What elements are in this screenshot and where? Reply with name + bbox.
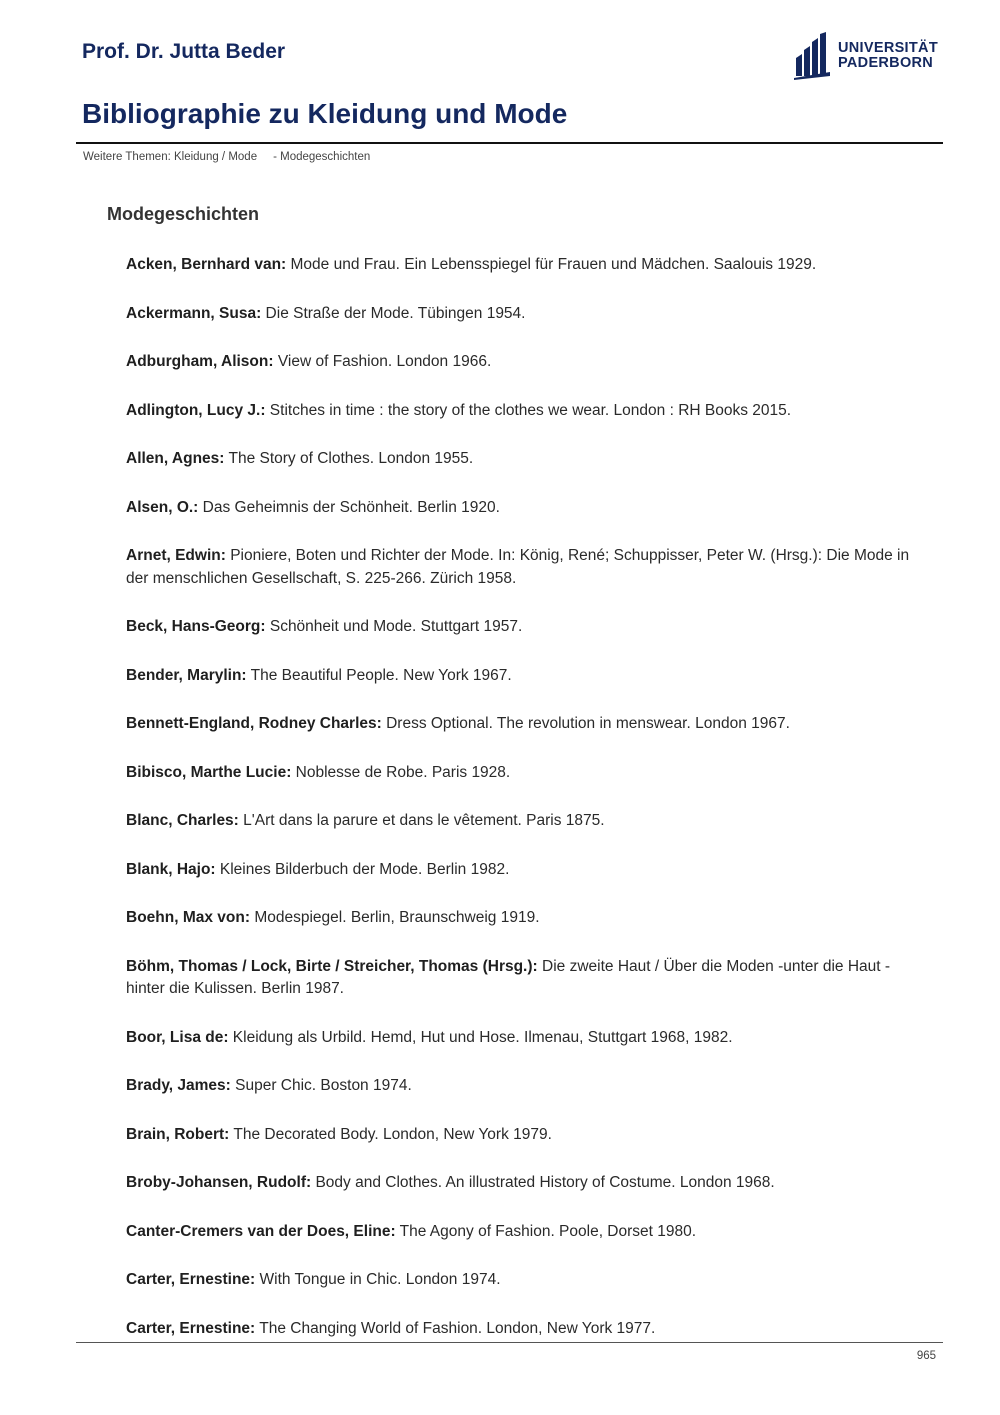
bibliography-entry xyxy=(126,1269,916,1292)
entry-text: The Story of Clothes. London 1955. xyxy=(224,450,474,467)
entry-text: Mode und Frau. Ein Lebensspiegel für Frauen und Mädchen. Saalouis 1929. xyxy=(286,256,817,273)
entry-author: Bibisco, Marthe Lucie: xyxy=(126,763,292,781)
entry-author: Brain, Robert: xyxy=(126,1125,230,1143)
bibliography-entry xyxy=(126,1172,916,1195)
breadcrumb xyxy=(83,151,370,163)
bibliography-entry xyxy=(126,859,916,882)
entry-author: Beck, Hans-Georg: xyxy=(126,618,266,635)
entry-author: Bennett-England, Rodney Charles: xyxy=(126,715,382,732)
entry-text: With Tongue in Chic. London 1974. xyxy=(255,1271,501,1288)
bibliography-entry xyxy=(126,303,916,326)
page-number: 965 xyxy=(916,1350,936,1362)
university-logo xyxy=(794,32,938,80)
bibliography-entry xyxy=(126,616,916,639)
entry-author: Adlington, Lucy J.: xyxy=(126,401,266,419)
bibliography-entry xyxy=(126,1075,916,1098)
entry-text: View of Fashion. London 1966. xyxy=(273,353,492,370)
bibliography-entry xyxy=(126,1124,916,1147)
entry-text: Die zweite Haut / Über die Moden -unter die Haut - hinter die Kulissen. Berlin 1987. xyxy=(126,957,891,997)
entry-text: Kleines Bilderbuch der Mode. Berlin 1982. xyxy=(215,860,510,878)
entry-text: The Beautiful People. New York 1967. xyxy=(246,666,512,684)
bibliography-entry xyxy=(126,448,916,471)
bibliography-entry xyxy=(126,545,916,590)
entry-text: The Changing World of Fashion. London, New York 1977. xyxy=(255,1319,656,1337)
bibliography-entry xyxy=(126,1221,916,1244)
section-heading: Modegeschichten xyxy=(107,204,260,224)
entry-author: Adburgham, Alison: xyxy=(126,353,274,370)
bibliography-entry xyxy=(126,254,916,277)
university-logo-icon xyxy=(794,32,832,80)
entry-text: The Decorated Body. London, New York 1979. xyxy=(229,1125,552,1143)
entry-author: Boor, Lisa de: xyxy=(126,1028,229,1046)
entry-author: Blanc, Charles: xyxy=(126,812,239,829)
entry-text: Body and Clothes. An illustrated History of Costume. London 1968. xyxy=(311,1174,775,1191)
entry-text: Modespiegel. Berlin, Braunschweig 1919. xyxy=(250,909,540,926)
entry-text: Die Straße der Mode. Tübingen 1954. xyxy=(261,304,526,322)
bibliography-entry xyxy=(126,665,916,688)
entry-author: Allen, Agnes: xyxy=(126,450,225,467)
entry-author: Boehn, Max von: xyxy=(126,909,251,926)
bibliography-entry xyxy=(126,1027,916,1050)
entry-author: Brady, James: xyxy=(126,1077,231,1094)
entry-text: The Agony of Fashion. Poole, Dorset 1980. xyxy=(395,1222,697,1240)
entry-text: Das Geheimnis der Schönheit. Berlin 1920. xyxy=(198,498,500,516)
entry-text: Stitches in time : the story of the clothes we wear. London : RH Books 2015. xyxy=(265,401,792,419)
entry-author: Carter, Ernestine: xyxy=(126,1319,256,1337)
bibliography-entry xyxy=(126,762,916,785)
entry-author: Bender, Marylin: xyxy=(126,666,247,684)
university-logo-text xyxy=(838,41,938,71)
entry-text: Dress Optional. The revolution in menswear. London 1967. xyxy=(381,715,790,732)
logo-line-2: PADERBORN xyxy=(838,55,934,71)
breadcrumb-main: Weitere Themen: Kleidung / Mode xyxy=(83,151,258,163)
entry-text: Schönheit und Mode. Stuttgart 1957. xyxy=(265,618,523,635)
bibliography-entry xyxy=(126,497,916,520)
logo-line-1: UNIVERSITÄT xyxy=(838,40,938,56)
entry-author: Arnet, Edwin: xyxy=(126,547,226,564)
bibliography-list xyxy=(126,254,916,1366)
bibliography-entry xyxy=(126,400,916,423)
title-divider xyxy=(76,142,943,144)
entry-text: Noblesse de Robe. Paris 1928. xyxy=(291,763,511,781)
entry-author: Canter-Cremers van der Does, Eline: xyxy=(126,1222,396,1240)
entry-text: Kleidung als Urbild. Hemd, Hut und Hose. Ilmenau, Stuttgart 1968, 1982. xyxy=(228,1028,733,1046)
bibliography-entry xyxy=(126,713,916,736)
entry-author: Acken, Bernhard van: xyxy=(126,256,287,273)
entry-text: L'Art dans la parure et dans le vêtement. Paris 1875. xyxy=(238,812,605,829)
entry-author: Böhm, Thomas / Lock, Birte / Streicher, Thomas (Hrsg.): xyxy=(126,957,538,975)
entry-author: Ackermann, Susa: xyxy=(126,304,262,322)
entry-author: Broby-Johansen, Rudolf: xyxy=(126,1174,312,1191)
entry-text: Super Chic. Boston 1974. xyxy=(230,1077,412,1094)
bibliography-entry xyxy=(126,810,916,833)
entry-author: Carter, Ernestine: xyxy=(126,1271,256,1288)
bibliography-entry xyxy=(126,956,916,1001)
entry-text: Pioniere, Boten und Richter der Mode. In: König, René; Schuppisser, Peter W. (Hrsg.): Die Mode in der menschlichen Gesellschaft, S. 225-266. Zürich 1958. xyxy=(126,547,910,587)
entry-author: Alsen, O.: xyxy=(126,498,199,516)
bibliography-entry xyxy=(126,907,916,930)
bibliography-entry xyxy=(126,351,916,374)
author-name: Prof. Dr. Jutta Beder xyxy=(82,40,286,63)
document-title: Bibliographie zu Kleidung und Mode xyxy=(82,98,568,129)
entry-author: Blank, Hajo: xyxy=(126,860,216,878)
breadcrumb-sub: - Modegeschichten xyxy=(273,151,371,163)
bibliography-entry xyxy=(126,1318,916,1341)
footer-divider xyxy=(76,1342,943,1343)
